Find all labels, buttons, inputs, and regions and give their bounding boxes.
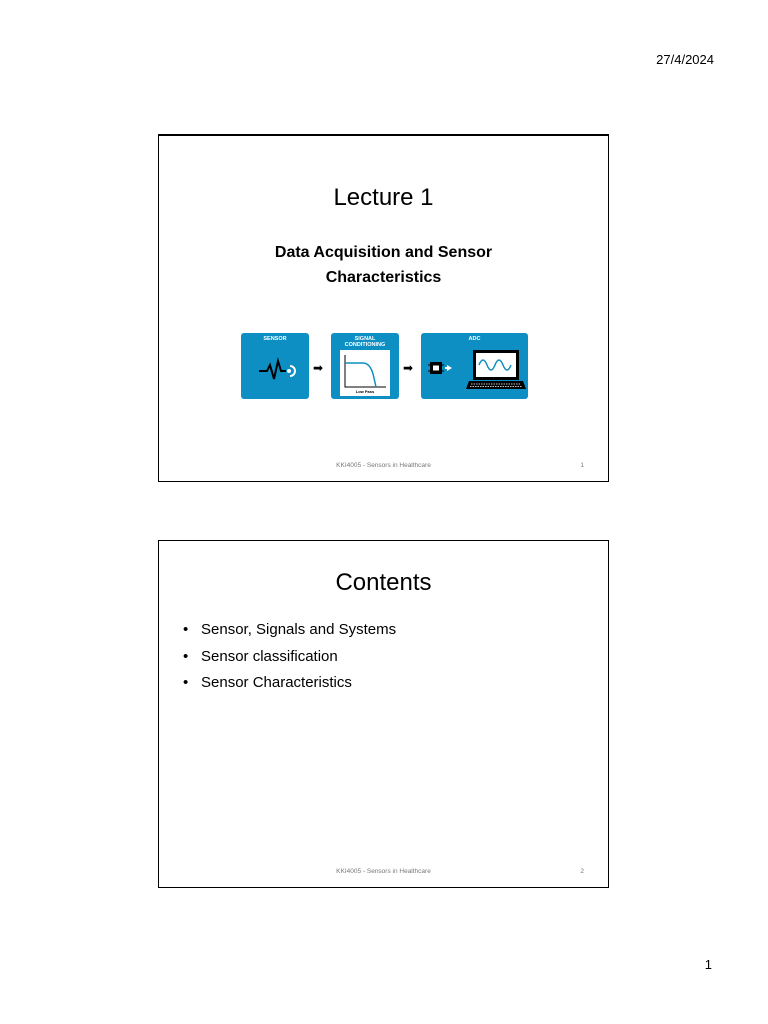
adc-computer-icon (421, 333, 528, 399)
data-acquisition-diagram (241, 333, 531, 400)
slide-2-title: Contents (335, 569, 432, 596)
page-number: 1 (704, 957, 712, 972)
adc-block (421, 333, 528, 399)
list-item: • Sensor Characteristics (183, 670, 396, 697)
adc-label: ADC (468, 336, 481, 342)
sensor-block (241, 333, 309, 399)
signal-label-line1: SIGNAL (354, 336, 376, 342)
slide-1-footer: KKI4005 - Sensors in Healthcare (336, 462, 431, 469)
print-date: 27/4/2024 (656, 52, 714, 67)
slide-1 (158, 134, 609, 482)
subtitle-line-2: Characteristics (325, 269, 442, 286)
signal-label-line2: CONDITIONING (344, 342, 386, 348)
contents-list (183, 617, 396, 697)
list-item: • Sensor classification (183, 644, 396, 671)
slide-2-footer: KKI4005 - Sensors in Healthcare (336, 868, 431, 875)
slide-2-number: 2 (580, 868, 584, 875)
arrow-right-icon: ➡ (403, 361, 414, 375)
pulse-sensor-icon (241, 333, 309, 399)
slide-1-title: Lecture 1 (333, 184, 434, 211)
slide-2 (158, 540, 609, 888)
slide-1-number: 1 (580, 462, 584, 469)
arrow-right-icon: ➡ (313, 361, 324, 375)
list-item: • Sensor, Signals and Systems (183, 617, 396, 644)
slide-1-subtitle (199, 240, 568, 290)
subtitle-line-1: Data Acquisition and Sensor (274, 244, 493, 261)
signal-conditioning-block (331, 333, 399, 399)
filter-caption: Low Pass (355, 389, 375, 394)
sensor-label: SENSOR (263, 336, 287, 342)
